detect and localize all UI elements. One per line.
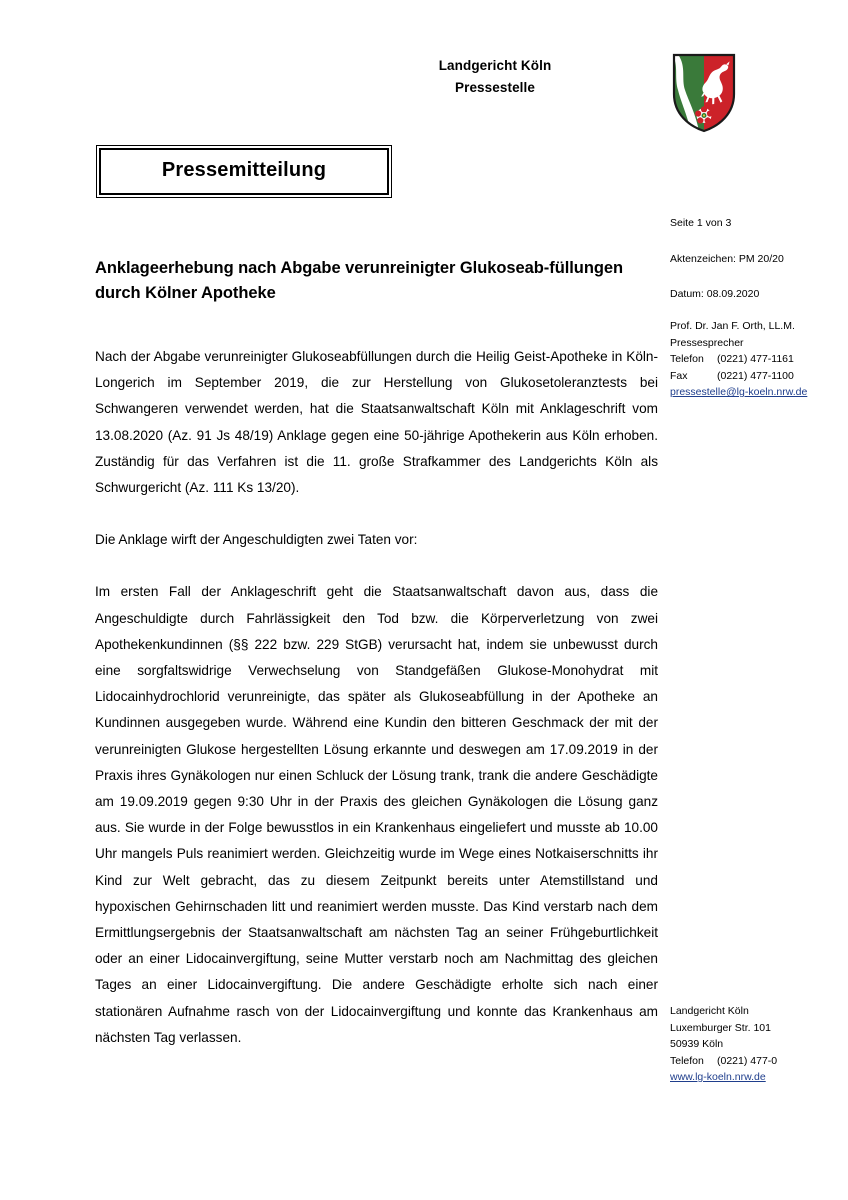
sidebar-metadata (670, 215, 845, 303)
press-release-title-box-inner (99, 148, 389, 195)
address-street: Luxemburger Str. 101 (670, 1021, 771, 1034)
body-paragraph-2: Die Anklage wirft der Angeschuldigten zwei Taten vor: (95, 532, 418, 548)
document-date: Datum: 08.09.2020 (670, 288, 760, 300)
address-court-name: Landgericht Köln (670, 1005, 749, 1017)
body-paragraph-1: Nach der Abgabe verunreinigter Glukoseabfüllungen durch die Heilig Geist-Apotheke in Köln-Longerich im September 2019, die zur Herstellung von Glukosetoleranztests bei Schwangeren verwendet werden, hat die Staatsanwaltschaft Köln mit Anklageschrift vom 13.08.2020 (Az. 91 Js 48/19) Anklage gegen eine 50-jährige Apothekerin aus Köln erhoben. Zuständig für das Verfahren ist die 11. große Strafkammer des Landgerichts Köln als Schwurgericht (Az. 111 Ks 13/20). (95, 349, 658, 496)
press-release-title-box (96, 145, 392, 198)
press-officer-role: Pressesprecher (670, 336, 744, 349)
page-number: Seite 1 von 3 (670, 217, 732, 229)
address-phone-value: (0221) 477-0 (717, 1054, 778, 1067)
masthead-organisation: Landgericht Köln (438, 58, 552, 73)
document-type-title: Pressemitteilung (161, 159, 327, 181)
document-body (95, 256, 658, 1051)
sidebar-press-contact (670, 318, 845, 401)
sidebar-court-address (670, 1003, 845, 1086)
press-fax-value: (0221) 477-1100 (717, 369, 794, 382)
press-fax-row (670, 368, 845, 385)
press-phone-value: (0221) 477-1161 (717, 353, 794, 365)
page-title: Anklageerhebung nach Abgabe verunreinigter Glukoseab-füllungen durch Kölner Apotheke (95, 259, 624, 302)
nrw-coat-of-arms-icon (671, 52, 737, 134)
press-officer-name: Prof. Dr. Jan F. Orth, LL.M. (670, 320, 795, 332)
press-email-link[interactable]: pressestelle@lg-koeln.nrw.de (670, 386, 808, 398)
court-website-link[interactable]: www.lg-koeln.nrw.de (670, 1071, 766, 1083)
press-phone-row (670, 351, 845, 368)
address-phone-row (670, 1053, 845, 1070)
press-fax-label: Fax (670, 369, 688, 382)
body-paragraph-3: Im ersten Fall der Anklageschrift geht die Staatsanwaltschaft davon aus, dass die Angeschuldigte durch Fahrlässigkeit den Tod bzw. die Körperverletzung von zwei Apothekenkundinnen (§§ 222 bzw. 229 StGB) verursacht hat, indem sie unbewusst durch eine sorgfaltswidrige Verwechselung von Standgefäßen Glukose-Monohydrat mit Lidocainhydrochlorid verunreinigte, das später als Glukoseabfüllung in der Apotheke an Kundinnen ausgegeben wurde. Während eine Kundin den bitteren Geschmack der mit der verunreinigten Glukose hergestellten Lösung erkannte und deswegen am 17.09.2019 in der Praxis ihres Gynäkologen nur einen Schluck der Lösung trank, trank die andere Geschädigte am 19.09.2019 gegen 9:30 Uhr in der Praxis des gleichen Gynäkologen die Lösung ganz aus. Sie wurde in der Folge bewusstlos in ein Krankenhaus eingeliefert und musste ab 10.00 Uhr mangels Puls reanimiert werden. Gleichzeitig wurde im Wege eines Notkaiserschnitts ihr Kind zur Welt gebracht, das zu diesem Zeitpunkt bereits unter Atemstillstand und hypoxischen Gehirnschaden litt und reanimiert werden musste. Das Kind verstarb nach dem Ermittlungsergebnis der Staatsanwaltschaft am nächsten Tag an seiner Frühgeburtlichkeit oder an einer Lidocainvergiftung, seine Mutter verstarb noch am Nachmittag des gleichen Tages an einer Lidocainvergiftung. Die andere Geschädigte erholte sich nach einer stationären Aufnahme rasch von der Lidocainvergiftung und konnte das Krankenhaus am nächsten Tag verlassen. (95, 584, 658, 1045)
press-phone-label: Telefon (670, 353, 704, 365)
file-number: Aktenzeichen: PM 20/20 (670, 252, 784, 265)
address-city: 50939 Köln (670, 1038, 724, 1050)
masthead (330, 55, 660, 99)
address-phone-label: Telefon (670, 1054, 704, 1067)
masthead-department: Pressestelle (454, 80, 535, 95)
